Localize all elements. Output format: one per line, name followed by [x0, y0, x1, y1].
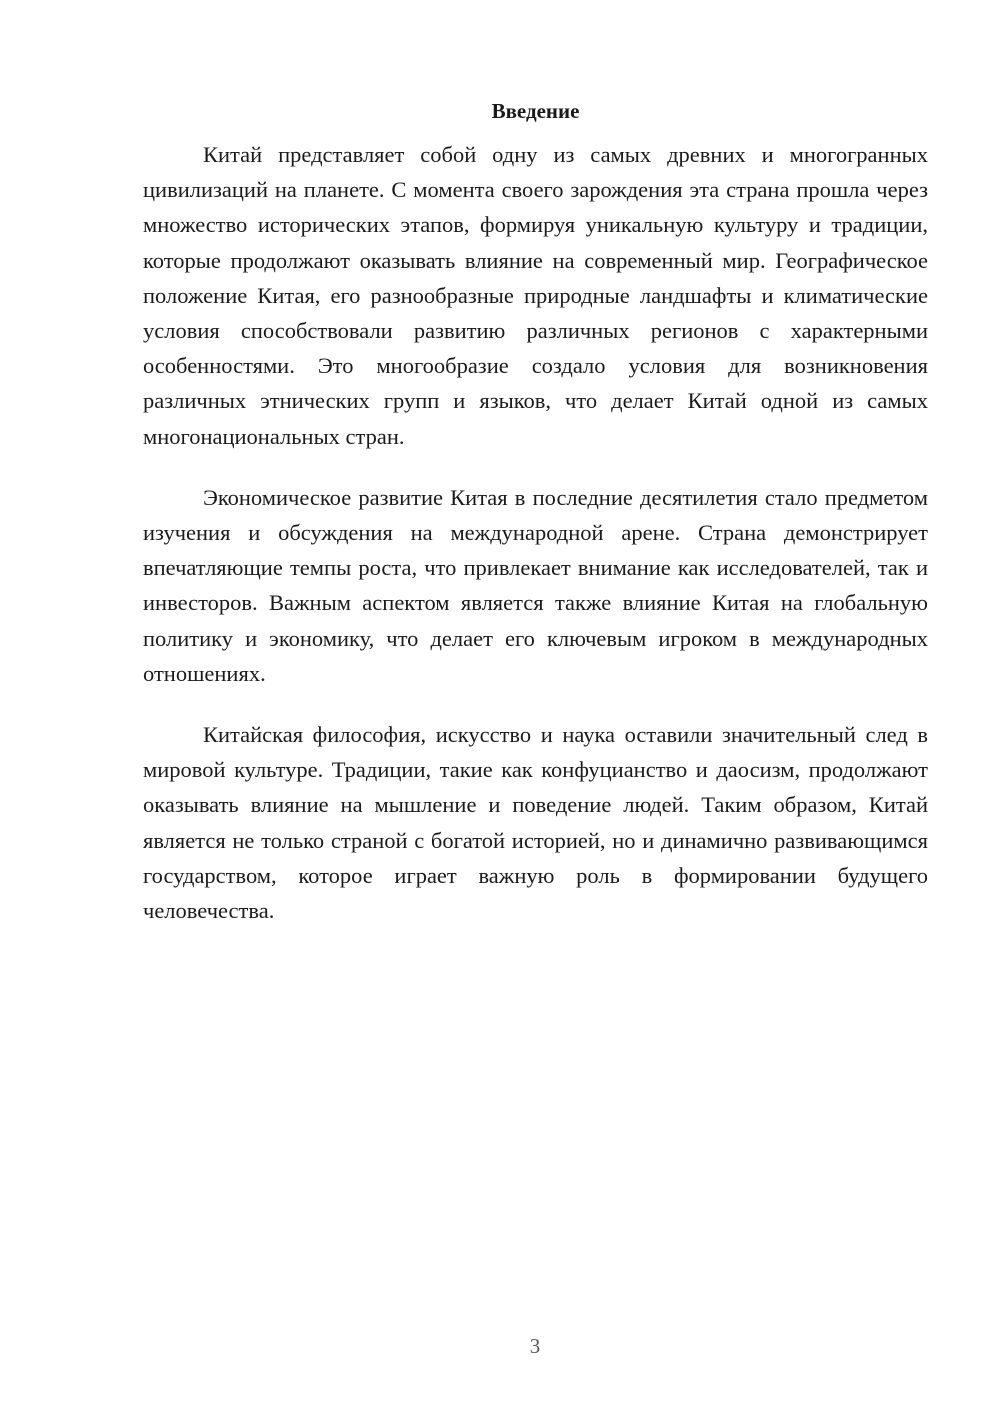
page-number: 3: [529, 1334, 541, 1358]
paragraph-1: Китай представляет собой одну из самых древних и многогранных цивилизаций на планете. С момента своего зарождения эта страна прошла через множество исторических этапов, формируя уникальную культуру и традиции, которые продолжают оказывать влияние на современный мир. Географическое положение Китая, его разнообразные природные ландшафты и климатические условия способствовали развитию различных регионов с характерными особенностями. Это многообразие создало условия для возникновения различных этнических групп и языков, что делает Китай одной из самых многонациональных стран.: [143, 142, 928, 449]
paragraph-3: Китайская философия, искусство и наука оставили значительный след в мировой культуре. Традиции, такие как конфуцианство и даосизм, продолжают оказывать влияние на мышление и поведение людей. Таким образом, Китай является не только страной с богатой историей, но и динамично развивающимся государством, которое играет важную роль в формировании будущего человечества.: [143, 722, 928, 924]
page-content: [143, 96, 928, 954]
section-heading: Введение: [491, 99, 580, 123]
paragraph-2: Экономическое развитие Китая в последние десятилетия стало предметом изучения и обсуждения на международной арене. Страна демонстрирует впечатляющие темпы роста, что привлекает внимание как исследователей, так и инвесторов. Важным аспектом является также влияние Китая на глобальную политику и экономику, что делает его ключевым игроком в международных отношениях.: [143, 484, 928, 686]
